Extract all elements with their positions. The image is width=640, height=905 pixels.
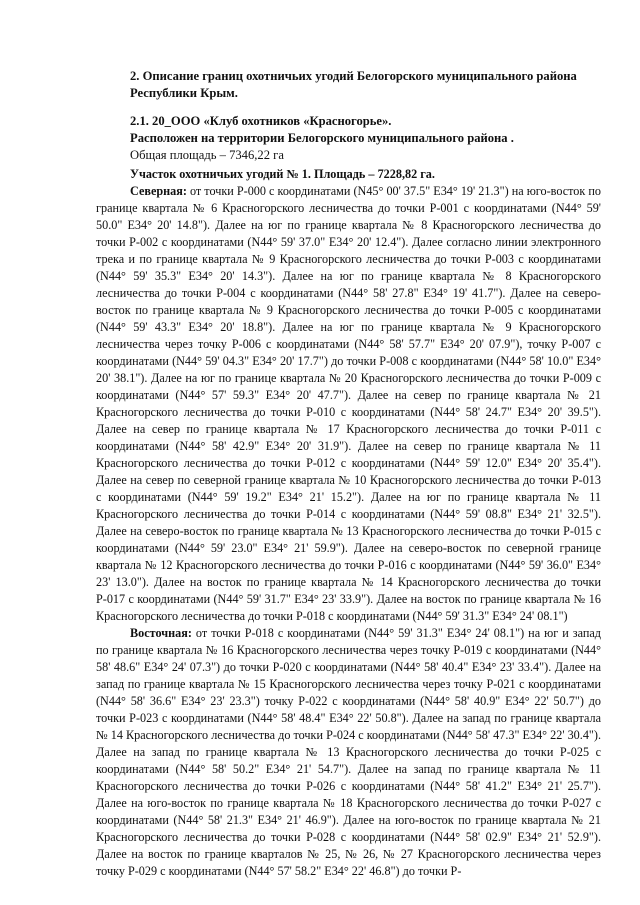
section-heading: 2. Описание границ охотничьих угодий Белогорского муниципального района Республики Крым. [130, 69, 577, 100]
organization-block [130, 113, 590, 164]
document-body [96, 166, 601, 880]
east-boundary-paragraph [96, 625, 601, 880]
plot-title: Участок охотничьих угодий № 1. Площадь – 7228,82 га. [130, 167, 435, 181]
north-boundary-label: Северная: [130, 184, 187, 198]
east-boundary-label: Восточная: [130, 626, 192, 640]
east-boundary-text: от точки Р-018 с координатами (N44° 59' 31.3" E34° 24' 08.1") на юг и запад по границе квартала № 16 Красногорского лесничества через точку Р-019 с координатами (N44° 58' 48.6" E34° 24' 07.3") до точки Р-020 с координатами (N44° 58' 40.4" E34° 23' 33.4"). Далее на запад по границе квартала № 15 Красногорского лесничества через точку Р-021 с координатами (N44° 58' 36.6" E34° 23' 23.3") точку Р-022 с координатами (N44° 58' 40.9" E34° 22' 50.7") до точки Р-023 с координатами (N44° 58' 48.4" E34° 22' 50.8"). Далее на запад по границе квартала № 14 Красногорского лесничества до точки Р-024 с координатами (N44° 58' 47.3" E34° 22' 30.4"). Далее на запад по границе квартала № 13 Красногорского лесничества до точки Р-025 с координатами (N44° 58' 50.2" E34° 21' 54.7"). Далее на запад по границе квартала № 11 Красногорского лесничества до точки Р-026 с координатами (N44° 58' 41.2" E34° 21' 25.7"). Далее на юго-восток по границе квартала № 18 Красногорского лесничества до точки Р-027 с координатами (N44° 58' 21.3" E34° 21' 46.9"). Далее на юго-восток по границе квартала № 21 Красногорского лесничества до точки Р-028 с координатами (N44° 58' 02.9" E34° 21' 52.9"). Далее на восток по границе кварталов № 25, № 26, № 27 Красногорского лесничества через точку Р-029 с координатами (N44° 57' 58.2" E34° 22' 46.8") до точки Р- [96, 626, 601, 878]
organization-location: Расположен на территории Белогорского муниципального района . [130, 131, 514, 145]
organization-name: 2.1. 20_ООО «Клуб охотников «Красногорье». [130, 114, 392, 128]
organization-area: Общая площадь – 7346,22 га [130, 148, 284, 162]
north-boundary-text: от точки Р-000 с координатами (N45° 00' 37.5" E34° 19' 21.3") на юго-восток по границе квартала № 6 Красногорского лесничества до точки Р-001 с координатами (N44° 59' 50.0" E34° 20' 14.8"). Далее на юг по границе квартала № 8 Красногорского лесничества до точки Р-002 с координатами (N44° 59' 37.0" E34° 20' 12.4"). Далее согласно линии электронного трека и по границе квартала № 9 Красногорского лесничества до точки Р-003 с координатами (N44° 59' 35.3" E34° 20' 14.3"). Далее на юг по границе квартала № 8 Красногорского лесничества до точки Р-004 с координатами (N44° 58' 27.8" E34° 19' 41.7"). Далее на северо-восток по границе квартала № 9 Красногорского лесничества до точки Р-005 с координатами (N44° 59' 43.3" E34° 20' 18.8"). Далее на юг по границе квартала № 9 Красногорского лесничества через точку Р-006 с координатами (N44° 58' 57.7" E34° 20' 07.9"), точку Р-007 с координатами (N44° 59' 04.3" E34° 20' 17.7") до точки Р-008 с координатами (N44° 58' 10.0" E34° 20' 38.1"). Далее на юг по границе квартала № 20 Красногорского лесничества до точки Р-009 с координатами (N44° 57' 59.3" E34° 20' 47.7"). Далее на север по границе квартала № 21 Красногорского лесничества до точки Р-010 с координатами (N44° 58' 24.7" E34° 20' 39.5"). Далее на север по границе квартала № 17 Красногорского лесничества до точки Р-011 с координатами (N44° 58' 42.9" E34° 20' 31.9"). Далее на север по границе квартала № 11 Красногорского лесничества до точки Р-012 с координатами (N44° 59' 12.0" E34° 20' 35.4"). Далее на север по северной границе квартала № 10 Красногорского лесничества до точки Р-013 с координатами (N44° 59' 19.2" E34° 21' 15.2"). Далее на юг по границе квартала № 11 Красногорского лесничества до точки Р-014 с координатами (N44° 59' 08.8" E34° 21' 32.5"). Далее на северо-восток по границе квартала № 13 Красногорского лесничества до точки Р-015 с координатами (N44° 59' 23.0" E34° 21' 59.9"). Далее на северо-восток по северной границе квартала № 12 Красногорского лесничества до точки Р-016 с координатами (N44° 59' 36.0" E34° 23' 13.0"). Далее на восток по границе квартала № 14 Красногорского лесничества до точки Р-017 с координатами (N44° 59' 31.7" E34° 23' 33.9"). Далее на восток по границе квартала № 16 Красногорского лесничества до точки Р-018 с координатами (N44° 59' 31.3" E34° 24' 08.1") [96, 184, 601, 623]
north-boundary-paragraph [96, 183, 601, 625]
